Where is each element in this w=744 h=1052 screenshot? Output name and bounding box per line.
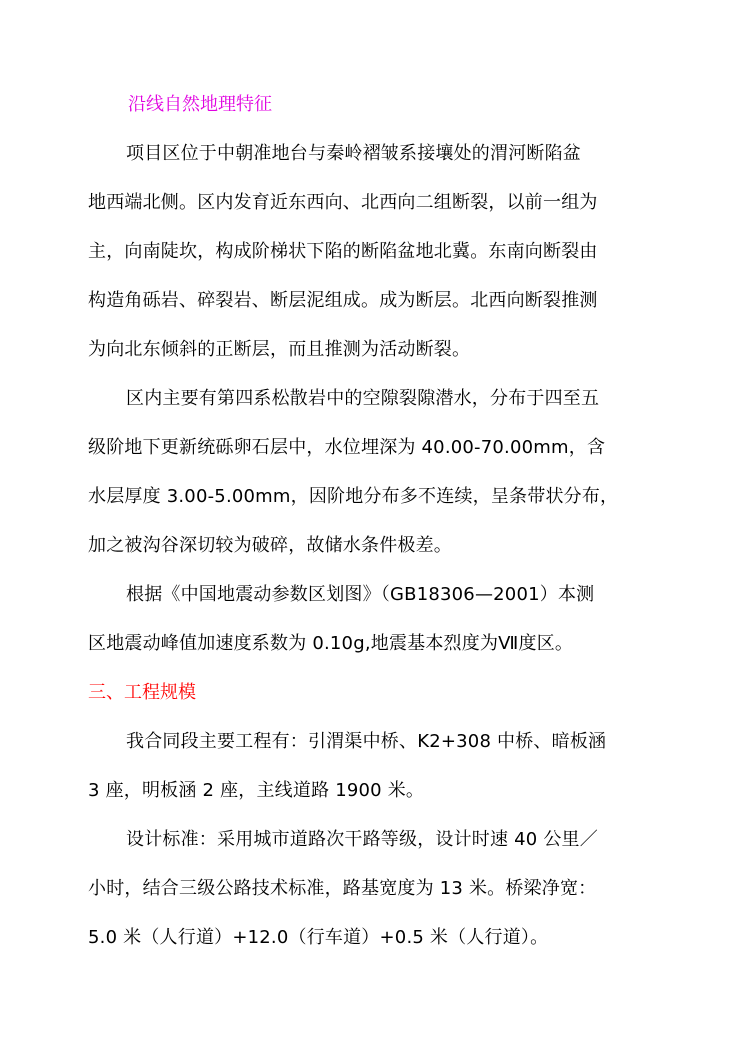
subheading-natural-geography: 沿线自然地理特征	[128, 94, 272, 115]
text-line: 根据《中国地震动参数区划图》（GB18306—2001）本测	[126, 584, 595, 605]
paragraph-main-works	[88, 717, 648, 815]
text-line: 构造角砾岩、碎裂岩、断层泥组成。成为断层。北西向断裂推测	[88, 290, 598, 311]
text-line: 5.0 米（人行道）+12.0（行车道）+0.5 米（人行道）。	[88, 927, 549, 948]
section-heading-project-scale: 三、工程规模	[88, 682, 196, 703]
text-line: 3 座，明板涵 2 座，主线道路 1900 米。	[88, 780, 425, 801]
paragraph-groundwater	[88, 374, 648, 570]
text-line: 区内主要有第四系松散岩中的空隙裂隙潜水，分布于四至五	[126, 388, 600, 409]
text-line: 地西端北侧。区内发育近东西向、北西向二组断裂，以前一组为	[88, 192, 598, 213]
text-line: 水层厚度 3.00-5.00mm，因阶地分布多不连续，呈条带状分布，	[88, 486, 619, 507]
text-line: 加之被沟谷深切较为破碎，故储水条件极差。	[88, 535, 452, 556]
text-line: 为向北东倾斜的正断层，而且推测为活动断裂。	[88, 339, 471, 360]
text-line: 级阶地下更新统砾卵石层中，水位埋深为 40.00-70.00mm，含	[88, 437, 606, 458]
paragraph-geology	[88, 129, 648, 374]
text-line: 项目区位于中朝准地台与秦岭褶皱系接壤处的渭河断陷盆	[126, 143, 581, 164]
paragraph-design-standard	[88, 815, 648, 962]
text-line: 区地震动峰值加速度系数为 0.10g,地震基本烈度为Ⅶ度区。	[88, 633, 574, 654]
text-line: 设计标准：采用城市道路次干路等级，设计时速 40 公里／	[126, 829, 598, 850]
paragraph-seismic	[88, 570, 648, 668]
text-line: 我合同段主要工程有：引渭渠中桥、K2+308 中桥、暗板涵	[126, 731, 607, 752]
text-line: 主，向南陡坎，构成阶梯状下陷的断陷盆地北冀。东南向断裂由	[88, 241, 598, 262]
text-line: 小时，结合三级公路技术标准，路基宽度为 13 米。桥梁净宽：	[88, 878, 597, 899]
document-body	[88, 80, 648, 962]
